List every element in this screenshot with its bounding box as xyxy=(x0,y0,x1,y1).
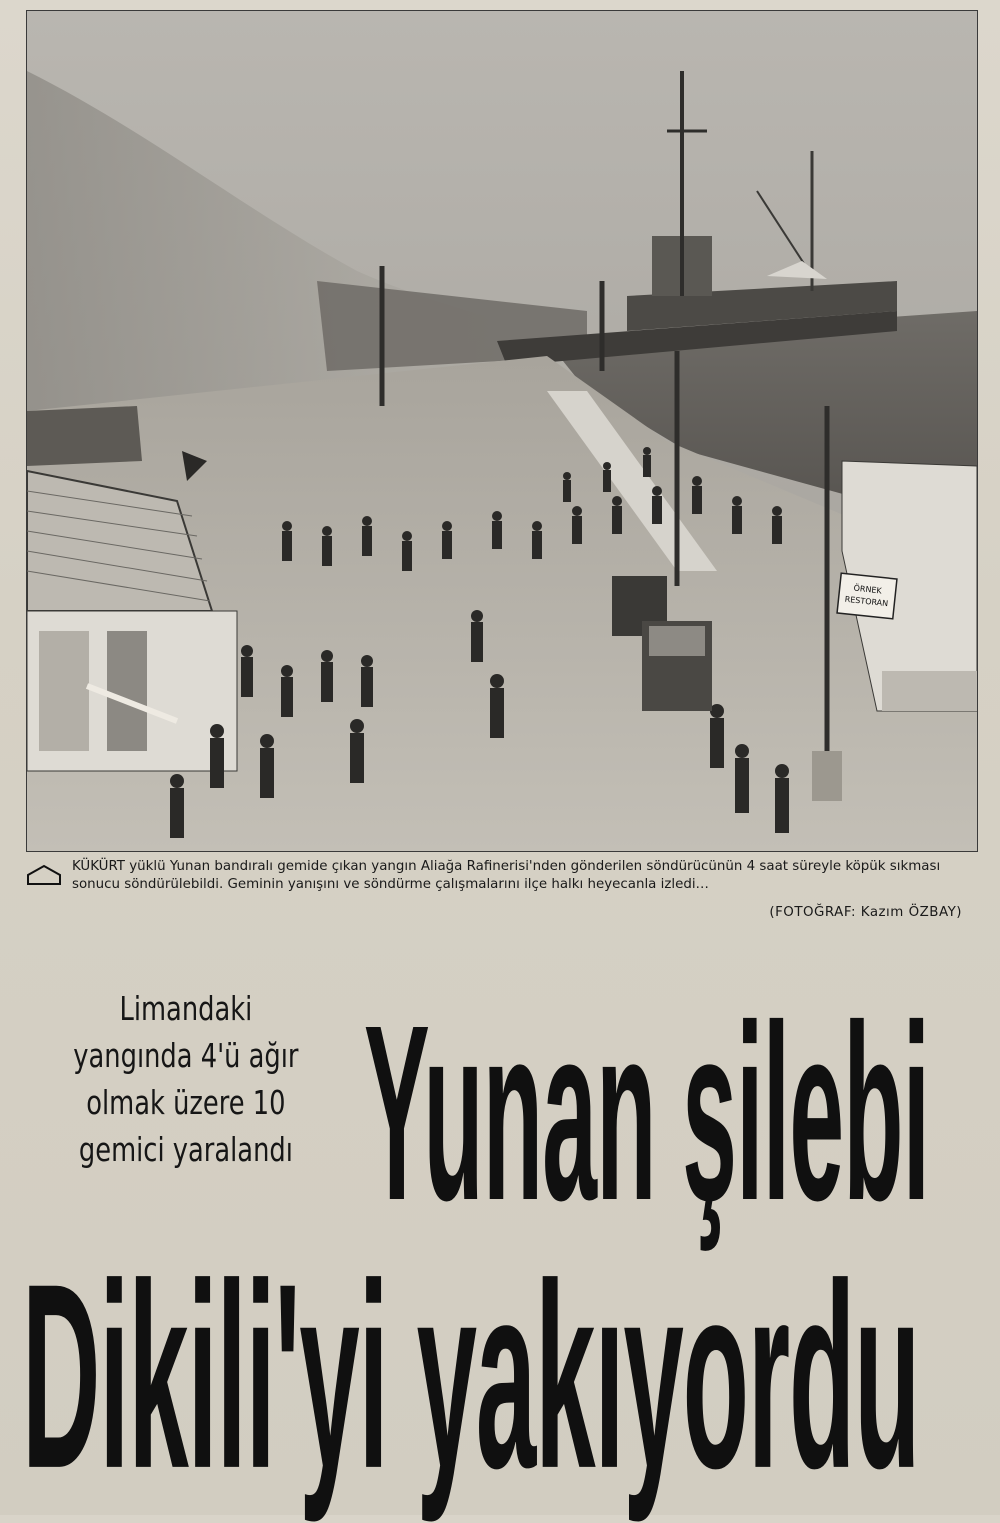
stone-wall xyxy=(27,406,142,466)
sign-line-1: ÖRNEK xyxy=(853,583,883,596)
headline-line-2: Dikili'yi yakıyordu xyxy=(22,1229,920,1523)
subheadline-deck xyxy=(26,985,299,1173)
caption-text: KÜKÜRT yüklü Yunan bandıralı gemide çıkan yangın Aliağa Rafinerisi'nden gönderilen söndürücünün 4 saat süreyle köpük sıkması sonucu söndürülebildi. Geminin yanışını ve söndürme çalışmalarını ilçe halkı heyecanla izledi… xyxy=(72,859,941,892)
deck-line-1: Limandaki xyxy=(119,989,253,1028)
photo-caption xyxy=(26,858,966,920)
lamp-base xyxy=(812,751,842,801)
deck-line-3: olmak üzere 10 xyxy=(86,1083,286,1122)
caption-pointer-icon xyxy=(26,864,62,886)
photo-credit: (FOTOĞRAF: Kazım ÖZBAY) xyxy=(769,905,962,920)
headline-line-1: Yunan şilebi xyxy=(364,973,930,1252)
news-photo-harbor-ship-fire xyxy=(26,10,978,852)
deck-line-4: gemici yaralandı xyxy=(78,1130,293,1169)
deck-line-2: yangında 4'ü ağır xyxy=(73,1036,299,1075)
sign-line-2: RESTORAN xyxy=(844,594,889,609)
